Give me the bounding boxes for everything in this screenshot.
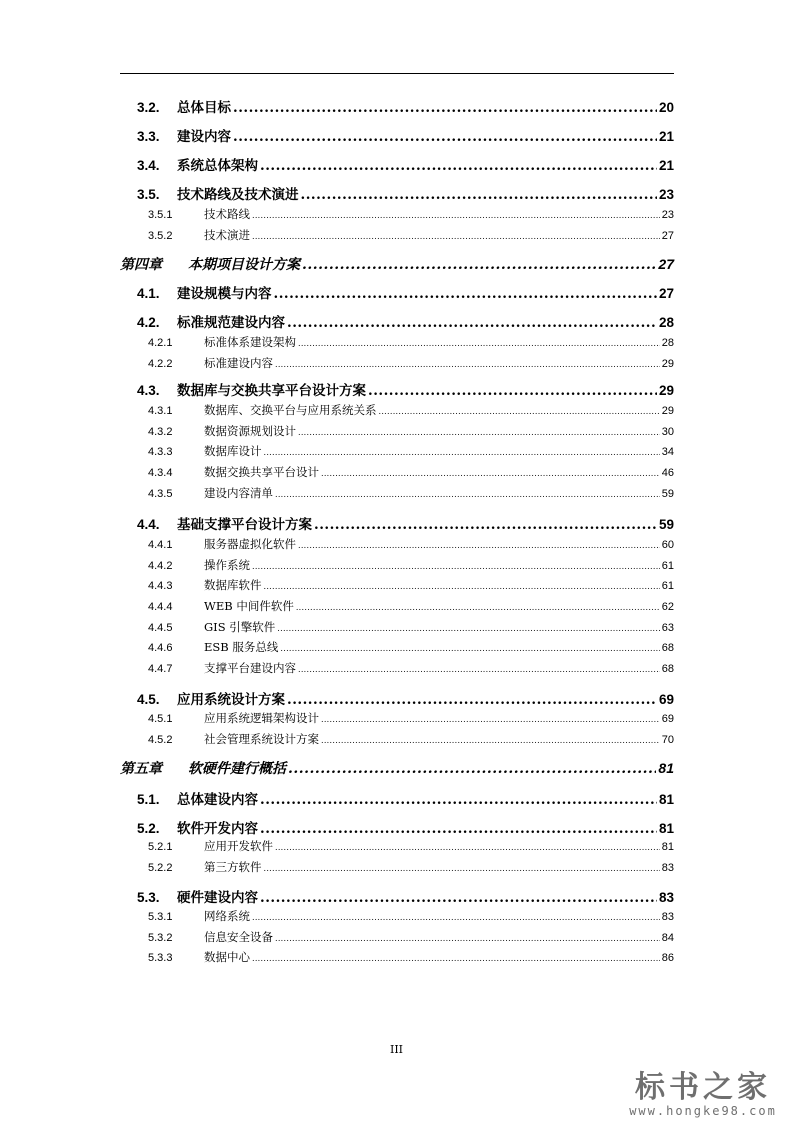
dot-leader xyxy=(301,187,657,203)
toc-entry-title: 建设内容 xyxy=(177,129,231,145)
dot-leader xyxy=(252,562,660,571)
dot-leader xyxy=(260,821,657,837)
toc-entry[interactable] xyxy=(120,125,674,145)
toc-entry-page: 81 xyxy=(658,760,674,776)
toc-entry-title: ESB 服务总线 xyxy=(204,640,279,654)
toc-entry-page: 68 xyxy=(661,663,674,675)
toc-entry-number: 4.5. xyxy=(137,692,160,707)
toc-entry-number: 4.2. xyxy=(137,315,160,330)
toc-entry-number: 5.2.2 xyxy=(148,862,173,874)
toc-entry-title: GIS 引擎软件 xyxy=(204,620,276,634)
toc-entry-page: 21 xyxy=(658,129,674,144)
toc-entry-title: 数据资源规划设计 xyxy=(204,424,296,438)
toc-entry[interactable] xyxy=(120,660,674,676)
toc-entry[interactable] xyxy=(120,949,674,965)
toc-entry-title: 应用系统逻辑架构设计 xyxy=(204,711,319,725)
toc-entry[interactable] xyxy=(120,758,674,778)
toc-entry-page: 30 xyxy=(661,426,674,438)
header-rule xyxy=(120,73,674,74)
toc-entry-number: 4.4.2 xyxy=(148,560,173,572)
toc-entry[interactable] xyxy=(120,183,674,203)
toc-entry[interactable] xyxy=(120,334,674,350)
dot-leader xyxy=(260,158,657,174)
toc-entry[interactable] xyxy=(120,379,674,399)
toc-entry-number: 3.5.1 xyxy=(148,209,173,221)
toc-entry[interactable] xyxy=(120,598,674,614)
toc-entry-page: 23 xyxy=(658,187,674,202)
toc-entry[interactable] xyxy=(120,710,674,726)
toc-entry[interactable] xyxy=(120,254,674,274)
toc-entry-number: 5.2.1 xyxy=(148,841,173,853)
dot-leader xyxy=(275,843,660,852)
toc-entry[interactable] xyxy=(120,311,674,331)
dot-leader xyxy=(233,100,657,116)
dot-leader xyxy=(321,469,660,478)
toc-entry-number: 4.4. xyxy=(137,517,160,532)
toc-entry[interactable] xyxy=(120,355,674,371)
toc-entry-title: 数据交换共享平台设计 xyxy=(204,465,319,479)
dot-leader xyxy=(233,129,657,145)
toc-entry[interactable] xyxy=(120,619,674,635)
toc-entry-number: 4.4.6 xyxy=(148,642,173,654)
toc-entry[interactable] xyxy=(120,464,674,480)
toc-entry-title: 社会管理系统设计方案 xyxy=(204,732,319,746)
toc-entry-page: 59 xyxy=(661,488,674,500)
toc-entry-title: 标准建设内容 xyxy=(204,356,273,370)
toc-entry-number: 4.5.1 xyxy=(148,713,173,725)
dot-leader xyxy=(264,582,660,591)
toc-entry[interactable] xyxy=(120,282,674,302)
toc-entry-number: 4.3.5 xyxy=(148,488,173,500)
toc-entry-page: 83 xyxy=(658,890,674,905)
toc-entry-page: 68 xyxy=(661,642,674,654)
toc-entry[interactable] xyxy=(120,227,674,243)
toc-entry-number: 3.2. xyxy=(137,100,160,115)
dot-leader xyxy=(260,792,657,808)
toc-entry-title: 数据库与交换共享平台设计方案 xyxy=(177,383,366,399)
toc-entry[interactable] xyxy=(120,96,674,116)
toc-entry-title: 技术演进 xyxy=(204,228,250,242)
toc-entry-number: 4.3.1 xyxy=(148,405,173,417)
toc-entry[interactable] xyxy=(120,577,674,593)
toc-entry-page: 29 xyxy=(661,358,674,370)
toc-entry-title: 服务器虚拟化软件 xyxy=(204,537,296,551)
toc-entry-number: 4.3.4 xyxy=(148,467,173,479)
toc-entry[interactable] xyxy=(120,929,674,945)
dot-leader xyxy=(287,315,657,331)
toc-entry-number: 4.4.3 xyxy=(148,580,173,592)
toc-entry-page: 70 xyxy=(661,734,674,746)
toc-entry-page: 29 xyxy=(658,383,674,398)
toc-entry[interactable] xyxy=(120,443,674,459)
dot-leader xyxy=(275,360,660,369)
toc-entry-page: 60 xyxy=(661,539,674,551)
toc-entry-number: 4.4.5 xyxy=(148,622,173,634)
toc-entry-number: 第四章 xyxy=(120,257,162,273)
toc-entry[interactable] xyxy=(120,838,674,854)
toc-entry-title: 系统总体架构 xyxy=(177,158,258,174)
dot-leader xyxy=(321,715,660,724)
toc-entry-number: 5.1. xyxy=(137,792,160,807)
page-number: III xyxy=(389,1043,404,1056)
toc-entry-page: 81 xyxy=(658,792,674,807)
toc-entry-page: 27 xyxy=(658,286,674,301)
toc-entry-number: 4.4.1 xyxy=(148,539,173,551)
toc-entry[interactable] xyxy=(120,423,674,439)
toc-entry-number: 4.2.1 xyxy=(148,337,173,349)
toc-entry[interactable] xyxy=(120,886,674,906)
toc-entry-title: 数据库软件 xyxy=(204,578,262,592)
watermark-url: www.hongke98.com xyxy=(629,1104,777,1118)
dot-leader xyxy=(275,934,660,943)
dot-leader xyxy=(252,913,660,922)
toc-entry[interactable] xyxy=(120,859,674,875)
toc-entry-number: 3.5.2 xyxy=(148,230,173,242)
watermark-logo xyxy=(623,1062,783,1118)
toc-entry-page: 86 xyxy=(661,952,674,964)
toc-entry-number: 4.3. xyxy=(137,383,160,398)
toc-entry-number: 5.3.3 xyxy=(148,952,173,964)
toc-entry-title: 支撑平台建设内容 xyxy=(204,661,296,675)
dot-leader xyxy=(275,490,660,499)
dot-leader xyxy=(298,339,660,348)
toc-entry[interactable] xyxy=(120,206,674,222)
toc-entry-page: 69 xyxy=(661,713,674,725)
toc-entry-number: 4.4.7 xyxy=(148,663,173,675)
toc-entry-number: 4.3.2 xyxy=(148,426,173,438)
dot-leader xyxy=(277,624,659,633)
toc-entry-number: 5.2. xyxy=(137,821,160,836)
toc-entry-number: 4.2.2 xyxy=(148,358,173,370)
dot-leader xyxy=(264,448,660,457)
toc-entry-page: 84 xyxy=(661,932,674,944)
toc-entry-page: 27 xyxy=(658,256,674,272)
toc-entry-title: 总体目标 xyxy=(177,100,231,116)
toc-entry[interactable] xyxy=(120,908,674,924)
toc-entry-title: 建设规模与内容 xyxy=(177,286,272,302)
toc-entry-page: 28 xyxy=(661,337,674,349)
dot-leader xyxy=(280,644,659,653)
dot-leader xyxy=(298,665,660,674)
toc-entry-title: 应用开发软件 xyxy=(204,839,273,853)
dot-leader xyxy=(314,517,657,533)
toc-entry-number: 第五章 xyxy=(120,761,162,777)
toc-entry-number: 4.1. xyxy=(137,286,160,301)
toc-entry[interactable] xyxy=(120,731,674,747)
toc-entry[interactable] xyxy=(120,402,674,418)
toc-entry[interactable] xyxy=(120,536,674,552)
toc-entry-page: 28 xyxy=(658,315,674,330)
toc-entry-number: 3.5. xyxy=(137,187,160,202)
toc-entry-page: 62 xyxy=(661,601,674,613)
toc-entry-number: 3.3. xyxy=(137,129,160,144)
toc-entry[interactable] xyxy=(120,557,674,573)
dot-leader xyxy=(368,383,657,399)
toc-entry-title: 本期项目设计方案 xyxy=(188,257,300,273)
dot-leader xyxy=(298,428,660,437)
toc-entry-title: 网络系统 xyxy=(204,909,250,923)
toc-entry-page: 23 xyxy=(661,209,674,221)
toc-entry-number: 3.4. xyxy=(137,158,160,173)
dot-leader xyxy=(302,257,656,273)
toc-entry[interactable] xyxy=(120,688,674,708)
toc-entry-title: WEB 中间件软件 xyxy=(204,599,294,613)
toc-entry-number: 4.5.2 xyxy=(148,734,173,746)
dot-leader xyxy=(252,954,660,963)
toc-entry-page: 81 xyxy=(658,821,674,836)
toc-entry-page: 27 xyxy=(661,230,674,242)
toc-entry-title: 标准规范建设内容 xyxy=(177,315,285,331)
toc-entry-number: 5.3.1 xyxy=(148,911,173,923)
dot-leader xyxy=(252,211,660,220)
toc-entry-page: 59 xyxy=(658,517,674,532)
toc-entry-page: 29 xyxy=(661,405,674,417)
toc-entry[interactable] xyxy=(120,639,674,655)
toc-entry-page: 61 xyxy=(661,560,674,572)
toc-entry-title: 操作系统 xyxy=(204,558,250,572)
toc-entry-title: 硬件建设内容 xyxy=(177,890,258,906)
dot-leader xyxy=(298,541,660,550)
toc-entry[interactable] xyxy=(120,817,674,837)
toc-entry-title: 数据库设计 xyxy=(204,444,262,458)
toc-entry-number: 5.3.2 xyxy=(148,932,173,944)
dot-leader xyxy=(252,232,660,241)
toc-entry[interactable] xyxy=(120,154,674,174)
toc-entry-page: 83 xyxy=(661,862,674,874)
toc-entry-page: 69 xyxy=(658,692,674,707)
toc-entry-title: 标准体系建设架构 xyxy=(204,335,296,349)
watermark-title: 标书之家 xyxy=(635,1070,771,1105)
toc-entry-page: 63 xyxy=(661,622,674,634)
toc-entry-page: 21 xyxy=(658,158,674,173)
toc-entry-number: 5.3. xyxy=(137,890,160,905)
toc-entry-page: 46 xyxy=(661,467,674,479)
toc-entry-title: 建设内容清单 xyxy=(204,486,273,500)
toc-entry-title: 数据中心 xyxy=(204,950,250,964)
toc-entry[interactable] xyxy=(120,513,674,533)
dot-leader xyxy=(260,890,657,906)
toc-entry-page: 34 xyxy=(661,446,674,458)
toc-entry-page: 61 xyxy=(661,580,674,592)
dot-leader xyxy=(379,407,660,416)
dot-leader xyxy=(288,761,656,777)
toc-entry-title: 第三方软件 xyxy=(204,860,262,874)
dot-leader xyxy=(274,286,657,302)
toc-entry-title: 技术路线 xyxy=(204,207,250,221)
toc-entry-number: 4.3.3 xyxy=(148,446,173,458)
toc-entry-title: 软硬件建行概括 xyxy=(188,761,286,777)
toc-entry-title: 应用系统设计方案 xyxy=(177,692,285,708)
toc-entry-title: 总体建设内容 xyxy=(177,792,258,808)
toc-entry-page: 20 xyxy=(658,100,674,115)
toc-entry-title: 信息安全设备 xyxy=(204,930,273,944)
toc-entry-title: 软件开发内容 xyxy=(177,821,258,837)
dot-leader xyxy=(321,736,660,745)
toc-entry[interactable] xyxy=(120,485,674,501)
toc-entry-page: 81 xyxy=(661,841,674,853)
toc-entry-title: 基础支撑平台设计方案 xyxy=(177,517,312,533)
toc-entry-title: 数据库、交换平台与应用系统关系 xyxy=(204,403,377,417)
toc-entry-page: 83 xyxy=(661,911,674,923)
toc-entry[interactable] xyxy=(120,788,674,808)
dot-leader xyxy=(264,864,660,873)
toc-entry-title: 技术路线及技术演进 xyxy=(177,187,299,203)
toc-entry-number: 4.4.4 xyxy=(148,601,173,613)
dot-leader xyxy=(287,692,657,708)
dot-leader xyxy=(296,603,660,612)
